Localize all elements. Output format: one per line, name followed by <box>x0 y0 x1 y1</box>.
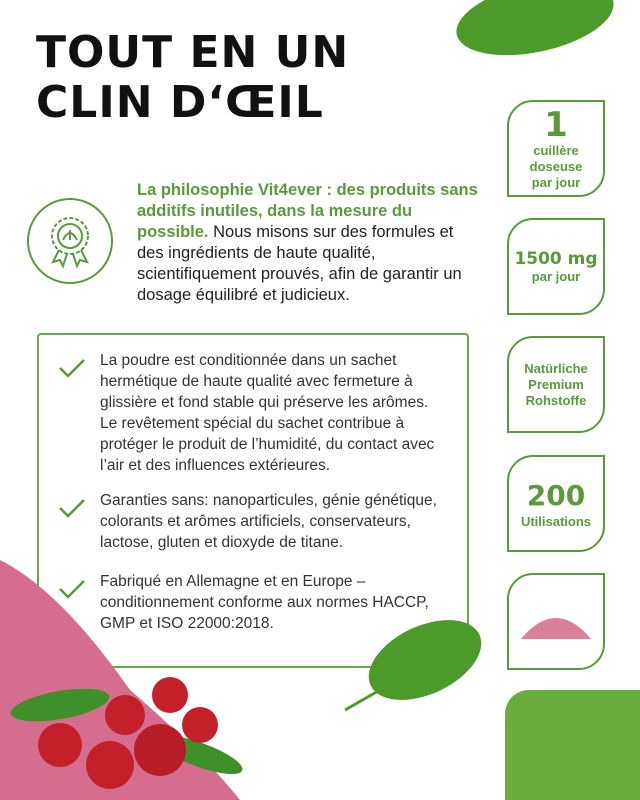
check-icon <box>58 358 88 378</box>
card-uses: 200 Utilisations <box>507 455 605 552</box>
powder-berries-image <box>0 550 260 800</box>
feature-item: Garanties sans: nanoparticules, génie génétique, colorants et arômes artificiels, conservateurs, lactose, gluten et dioxyde de titane. <box>62 490 442 553</box>
intro-text: La philosophie Vit4ever : des produits sans additifs inutiles, dans la mesure du possible. Nous misons sur des formules et des ingrédients de haute qualité, scientifiquement prouvés, afin de garantir un dosage équilibré et judicieux. <box>137 181 478 304</box>
card-raw: Natürliche Premium Rohstoffe <box>507 336 605 433</box>
leaf-image <box>340 610 490 720</box>
card-dose: 1 cuillère doseuse par jour <box>507 100 605 197</box>
feature-item: La poudre est conditionnée dans un sachet hermétique de haute qualité avec fermeture à glissière et fond stable qui préserve les arômes. Le revêtement spécial du sachet contribue à protéger le produit de l’humidité, du contact avec l’air et des influences extérieures. <box>62 350 442 476</box>
card-powder-image <box>507 573 605 670</box>
card-mg: 1500 mg par jour <box>507 218 605 315</box>
green-accent-block <box>505 690 640 800</box>
quality-badge-icon <box>27 198 113 284</box>
check-icon <box>58 498 88 518</box>
page-title: TOUT EN UN CLIN D‘ŒIL <box>36 27 350 128</box>
feature-item: Fabriqué en Allemagne et en Europe – conditionnement conforme aux normes HACCP, GMP et ISO 22000:2018. <box>62 571 442 634</box>
leaf-top-image <box>450 0 620 60</box>
